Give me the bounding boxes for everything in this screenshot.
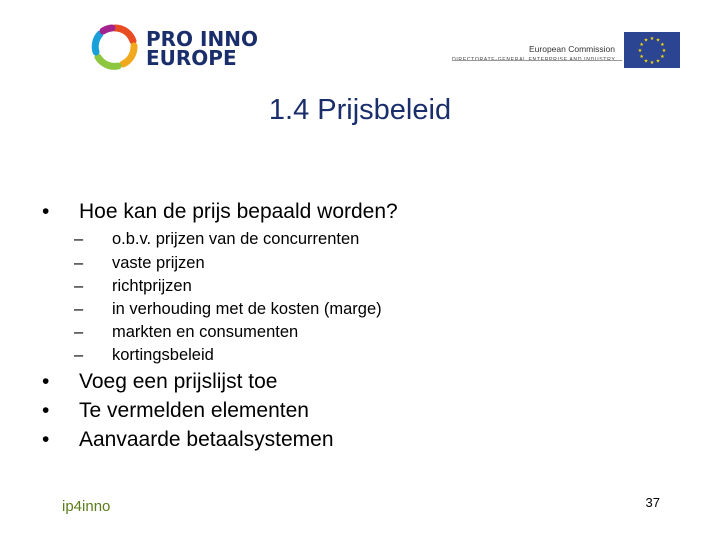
ec-title: European Commission bbox=[529, 44, 615, 54]
bullet-marker: • bbox=[42, 399, 50, 422]
svg-text:★: ★ bbox=[649, 36, 655, 42]
bullet-marker: • bbox=[42, 428, 50, 451]
logo-line-2: EUROPE bbox=[146, 46, 237, 70]
bullet-marker: • bbox=[42, 200, 50, 223]
sub-marker: – bbox=[74, 346, 84, 364]
sub-marker: – bbox=[74, 277, 84, 295]
svg-text:★: ★ bbox=[655, 37, 661, 44]
bullet-text: Voeg een prijslijst toe bbox=[79, 370, 278, 393]
sub-marker: – bbox=[74, 230, 84, 248]
sub-marker: – bbox=[74, 300, 84, 318]
svg-text:★: ★ bbox=[643, 37, 649, 44]
sub-marker: – bbox=[74, 254, 84, 272]
sub-text: in verhouding met de kosten (marge) bbox=[112, 300, 382, 318]
svg-text:★: ★ bbox=[649, 60, 655, 66]
header-divider bbox=[452, 60, 622, 61]
sub-text: o.b.v. prijzen van de concurrenten bbox=[112, 230, 360, 248]
svg-text:★: ★ bbox=[637, 48, 643, 54]
sub-text: kortingsbeleid bbox=[112, 346, 214, 364]
sub-text: richtprijzen bbox=[112, 277, 192, 295]
bullet-text: Hoe kan de prijs bepaald worden? bbox=[79, 200, 398, 223]
pro-inno-ring-icon bbox=[90, 24, 140, 70]
bullet-marker: • bbox=[42, 370, 50, 393]
footer-brand: ip4inno bbox=[62, 498, 111, 515]
bullet-text: Te vermelden elementen bbox=[79, 399, 309, 422]
svg-text:★: ★ bbox=[660, 54, 665, 60]
svg-text:★: ★ bbox=[639, 42, 644, 48]
page-number: 37 bbox=[645, 495, 660, 510]
eu-flag-icon bbox=[624, 32, 680, 68]
svg-text:★: ★ bbox=[639, 54, 644, 60]
svg-text:★: ★ bbox=[655, 58, 661, 65]
svg-text:★: ★ bbox=[643, 58, 649, 65]
sub-text: vaste prijzen bbox=[112, 254, 205, 272]
logo-line-1: PRO INNO bbox=[146, 27, 258, 51]
sub-text: markten en consumenten bbox=[112, 323, 299, 341]
bullet-text: Aanvaarde betaalsystemen bbox=[79, 428, 334, 451]
sub-marker: – bbox=[74, 323, 84, 341]
svg-text:★: ★ bbox=[660, 42, 665, 48]
logo-wordmark bbox=[146, 27, 258, 70]
svg-text:★: ★ bbox=[661, 48, 667, 54]
slide-title: 1.4 Prijsbeleid bbox=[268, 94, 452, 126]
pro-inno-europe-logo bbox=[90, 22, 270, 72]
